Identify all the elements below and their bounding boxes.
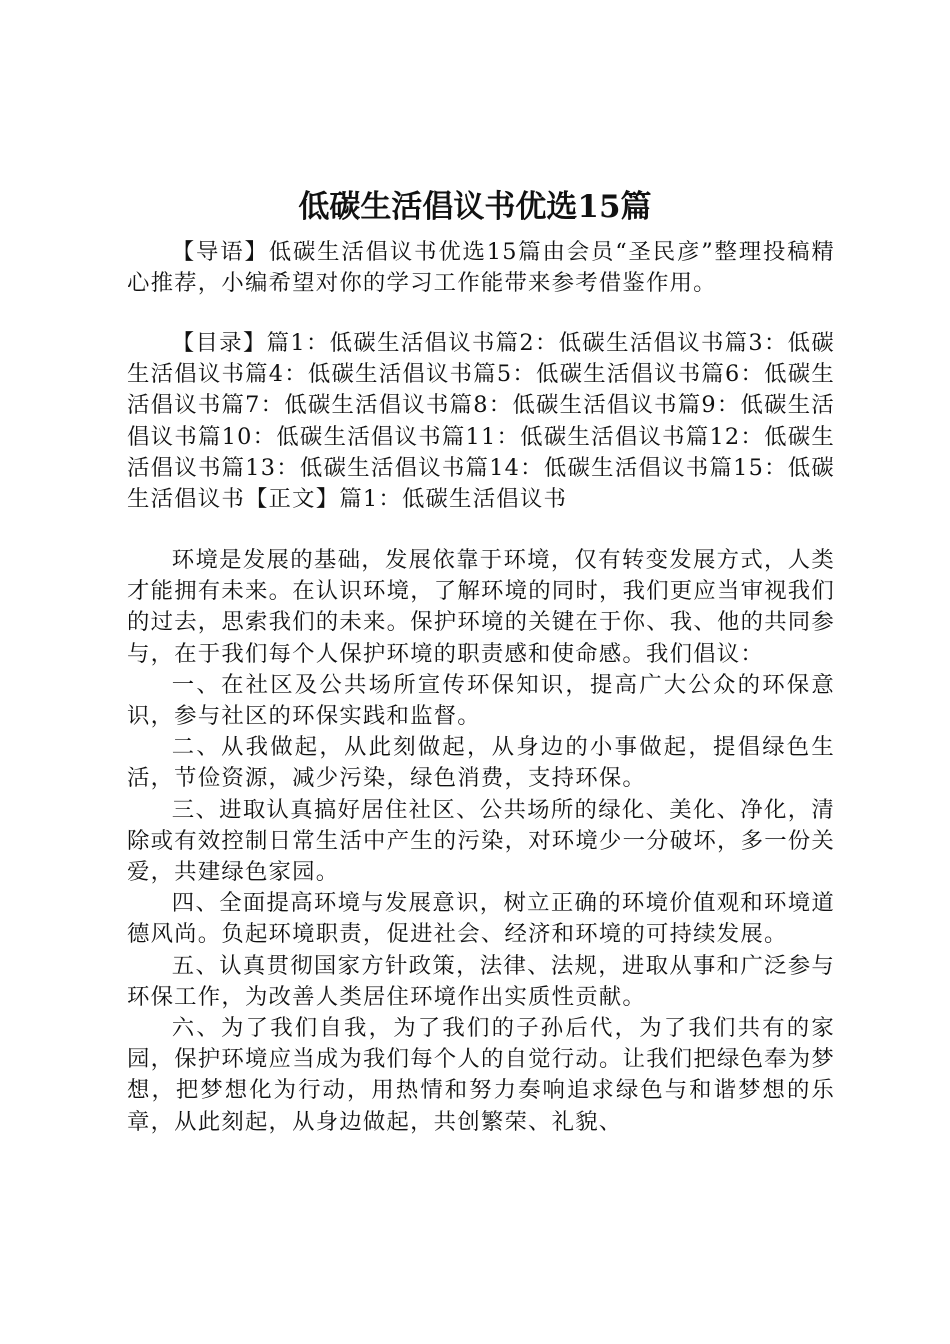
paragraph-item-3: 三、进取认真搞好居住社区、公共场所的绿化、美化、净化，清除或有效控制日常生活中产生的污染，对环境少一分破坏，多一份关爱，共建绿色家园。 [127,796,835,886]
paragraph-item-2: 二、从我做起，从此刻做起，从身边的小事做起，提倡绿色生活，节俭资源，减少污染，绿色消费，支持环保。 [127,734,835,792]
intro-paragraph: 【导语】低碳生活倡议书优选15篇由会员“圣民彦”整理投稿精心推荐，小编希望对你的学习工作能带来参考借鉴作用。 [127,239,835,297]
paragraph-intro: 环境是发展的基础，发展依靠于环境，仅有转变发展方式，人类才能拥有未来。在认识环境，了解环境的同时，我们更应当审视我们的过去，思索我们的未来。保护环境的关键在于你、我、他的共同参与，在于我们每个人保护环境的职责感和使命感。我们倡议： [127,547,835,667]
table-of-contents: 【目录】篇1：低碳生活倡议书篇2：低碳生活倡议书篇3：低碳生活倡议书篇4：低碳生活倡议书篇5：低碳生活倡议书篇6：低碳生活倡议书篇7：低碳生活倡议书篇8：低碳生活倡议书篇9：低碳生活倡议书篇10：低碳生活倡议书篇11：低碳生活倡议书篇12：低碳生活倡议书篇13：低碳生活倡议书篇14：低碳生活倡议书篇15：低碳生活倡议书【正文】篇1：低碳生活倡议书 [127,330,835,513]
paragraph-item-4: 四、全面提高环境与发展意识，树立正确的环境价值观和环境道德风尚。负起环境职责，促进社会、经济和环境的可持续发展。 [127,890,835,948]
body-paragraphs [127,545,835,1138]
paragraph-item-5: 五、认真贯彻国家方针政策，法律、法规，进取从事和广泛参与环保工作，为改善人类居住环境作出实质性贡献。 [127,952,835,1010]
paragraph-item-6: 六、为了我们自我，为了我们的子孙后代，为了我们共有的家园，保护环境应当成为我们每个人的自觉行动。让我们把绿色奉为梦想，把梦想化为行动，用热情和努力奏响追求绿色与和谐梦想的乐章，从此刻起，从身边做起，共创繁荣、礼貌、 [127,1015,835,1135]
document-title: 低碳生活倡议书优选15篇 [298,189,652,225]
paragraph-item-1: 一、在社区及公共场所宣传环保知识，提高广大公众的环保意识，参与社区的环保实践和监督。 [127,671,835,730]
